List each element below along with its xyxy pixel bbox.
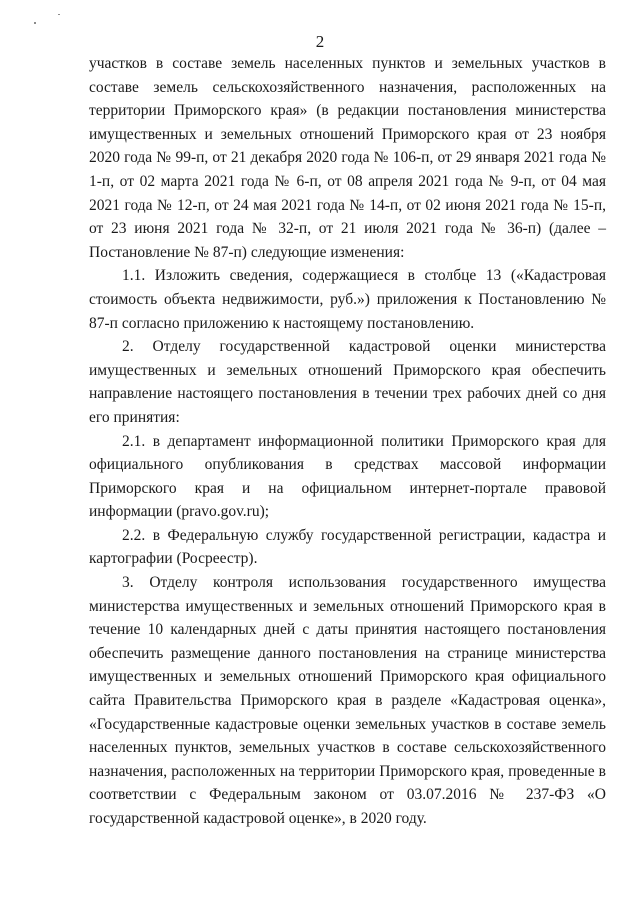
paragraph-continuation: участков в составе земель населенных пунктов и земельных участков в составе земель сельскохозяйственного назначения, расположенных на территории Приморского края» (в редакции постановления министерства имущественных и земельных отношений Приморского края от 23 ноября 2020 года № 99-п, от 21 декабря 2020 года № 106-п, от 29 января 2021 года № 1-п, от 02 марта 2021 года № 6-п, от 08 апреля 2021 года № 9-п, от 04 мая 2021 года № 12-п, от 24 мая 2021 года № 14-п, от 02 июня 2021 года № 15-п, от 23 июня 2021 года № 32-п, от 21 июля 2021 года № 36-п) (далее – Постановление № 87-п) следующие изменения: xyxy=(89,55,606,261)
scan-speck xyxy=(58,14,60,15)
page-number: 2 xyxy=(315,32,325,51)
paragraph-2-1: 2.1. в департамент информационной политики Приморского края для официального опубликования в средствах массовой информации Приморского края и на официальном интернет-портале правовой информации (pravo.gov.ru); xyxy=(89,432,606,521)
paragraph-3: 3. Отделу контроля использования государственного имущества министерства имущественных и земельных отношений Приморского края в течение 10 календарных дней с даты принятия настоящего постановления обеспечить размещение данного постановления на странице министерства имущественных и земельных отношений Приморского края официального сайта Правительства Приморского края в разделе «Кадастровая оценка», «Государственные кадастровые оценки земельных участков в составе земель населенных пунктов, земельных участков в составе сельскохозяйственного назначения, расположенных на территории Приморского края, проведенные в соответствии с Федеральным законом от 03.07.2016 № 237-ФЗ «О государственной кадастровой оценке», в 2020 году. xyxy=(89,574,606,827)
document-body xyxy=(89,52,606,831)
paragraph-2: 2. Отделу государственной кадастровой оценки министерства имущественных и земельных отношений Приморского края обеспечить направление настоящего постановления в течении трех рабочих дней со дня его принятия: xyxy=(89,338,606,426)
scan-speck xyxy=(34,22,36,24)
scan-specks xyxy=(30,10,80,30)
paragraph-2-2: 2.2. в Федеральную службу государственной регистрации, кадастра и картографии (Росреестр). xyxy=(89,526,606,568)
paragraph-1-1: 1.1. Изложить сведения, содержащиеся в столбце 13 («Кадастровая стоимость объекта недвижимости, руб.») приложения к Постановлению № 87-п согласно приложению к настоящему постановлению. xyxy=(89,267,606,332)
